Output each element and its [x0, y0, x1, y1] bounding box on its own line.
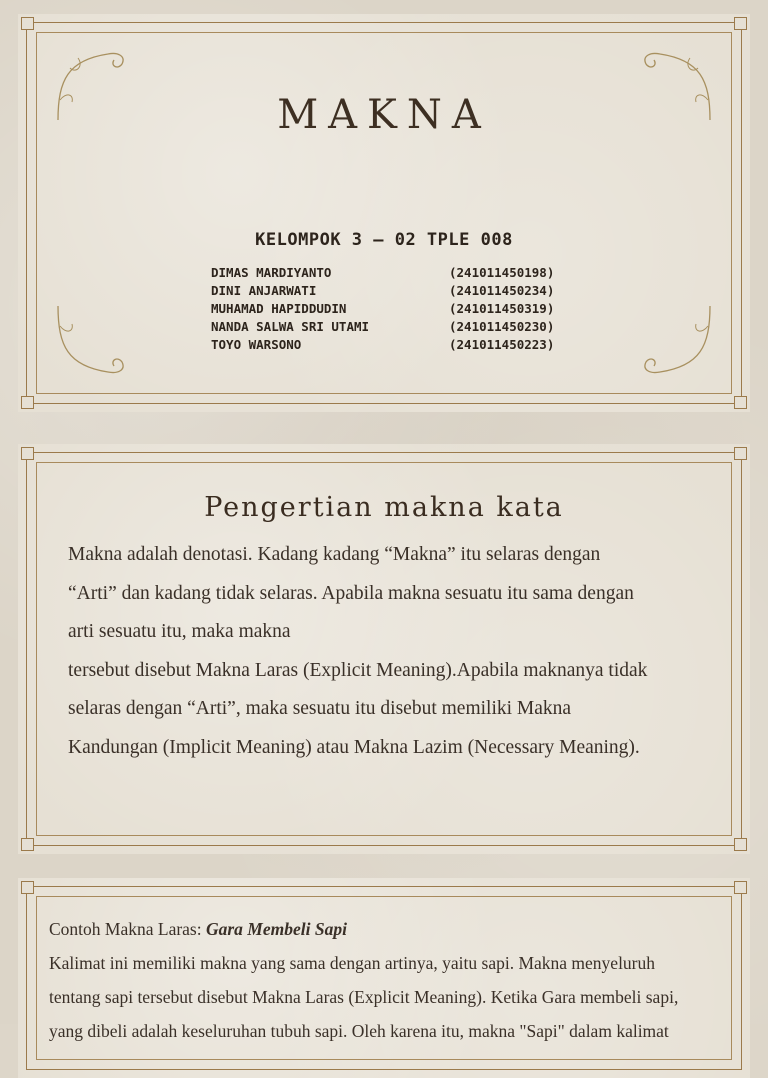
member-name: DINI ANJARWATI	[211, 283, 317, 298]
group-title: KELOMPOK 3 – 02 TPLE 008	[255, 230, 513, 250]
corner-ornament	[21, 396, 34, 409]
corner-ornament	[21, 447, 34, 460]
corner-ornament	[734, 881, 747, 894]
text-line: tentang sapi tersebut disebut Makna Laras (Explicit Meaning). Ketika Gara membeli sapi,	[49, 987, 679, 1007]
text-line: Kandungan (Implicit Meaning) atau Makna Lazim (Necessary Meaning).	[68, 736, 640, 758]
member-name: TOYO WARSONO	[211, 337, 302, 352]
text-line: yang dibeli adalah keseluruhan tubuh sapi. Oleh karena itu, makna "Sapi" dalam kalimat	[49, 1021, 669, 1041]
member-name: MUHAMAD HAPIDDUDIN	[211, 301, 347, 316]
member-name: NANDA SALWA SRI UTAMI	[211, 319, 370, 334]
member-row	[211, 282, 571, 300]
member-row	[211, 300, 571, 318]
member-row	[211, 318, 571, 336]
member-row	[211, 336, 571, 354]
member-nim: (241011450198)	[449, 265, 555, 280]
corner-ornament	[21, 17, 34, 30]
example-label: Contoh Makna Laras:	[49, 919, 206, 939]
member-nim: (241011450319)	[449, 301, 555, 316]
text-line: tersebut disebut Makna Laras (Explicit Meaning).Apabila maknanya tidak	[68, 659, 648, 681]
corner-ornament	[21, 881, 34, 894]
example-lead	[49, 912, 721, 946]
slide-title	[18, 14, 750, 412]
member-nim: (241011450234)	[449, 283, 555, 298]
text-line: “Arti” dan kadang tidak selaras. Apabila makna sesuatu itu sama dengan	[68, 582, 634, 604]
flourish-bottom-left-icon	[48, 296, 138, 386]
flourish-bottom-right-icon	[630, 296, 720, 386]
text-line: Kalimat ini memiliki makna yang sama dengan artinya, yaitu sapi. Makna menyeluruh	[49, 953, 656, 973]
corner-ornament	[734, 838, 747, 851]
slide-definition	[18, 444, 750, 854]
example-sentence: Gara Membeli Sapi	[205, 919, 347, 939]
definition-text	[68, 536, 708, 767]
corner-ornament	[734, 17, 747, 30]
member-nim: (241011450223)	[449, 337, 555, 352]
text-line: selaras dengan “Arti”, maka sesuatu itu disebut memiliki Makna	[68, 698, 572, 719]
corner-ornament	[734, 396, 747, 409]
text-line: Makna adalah denotasi. Kadang kadang “Makna” itu selaras dengan	[68, 544, 601, 565]
example-text	[49, 912, 721, 1048]
member-list	[211, 264, 571, 354]
text-line: arti sesuatu itu, maka makna	[68, 621, 291, 642]
member-nim: (241011450230)	[449, 319, 555, 334]
corner-ornament	[21, 838, 34, 851]
section-heading: Pengertian makna kata	[204, 492, 564, 523]
member-row	[211, 264, 571, 282]
corner-ornament	[734, 447, 747, 460]
member-name: DIMAS MARDIYANTO	[211, 265, 332, 280]
page-title: MAKNA	[277, 92, 491, 138]
slide-example	[18, 878, 750, 1078]
